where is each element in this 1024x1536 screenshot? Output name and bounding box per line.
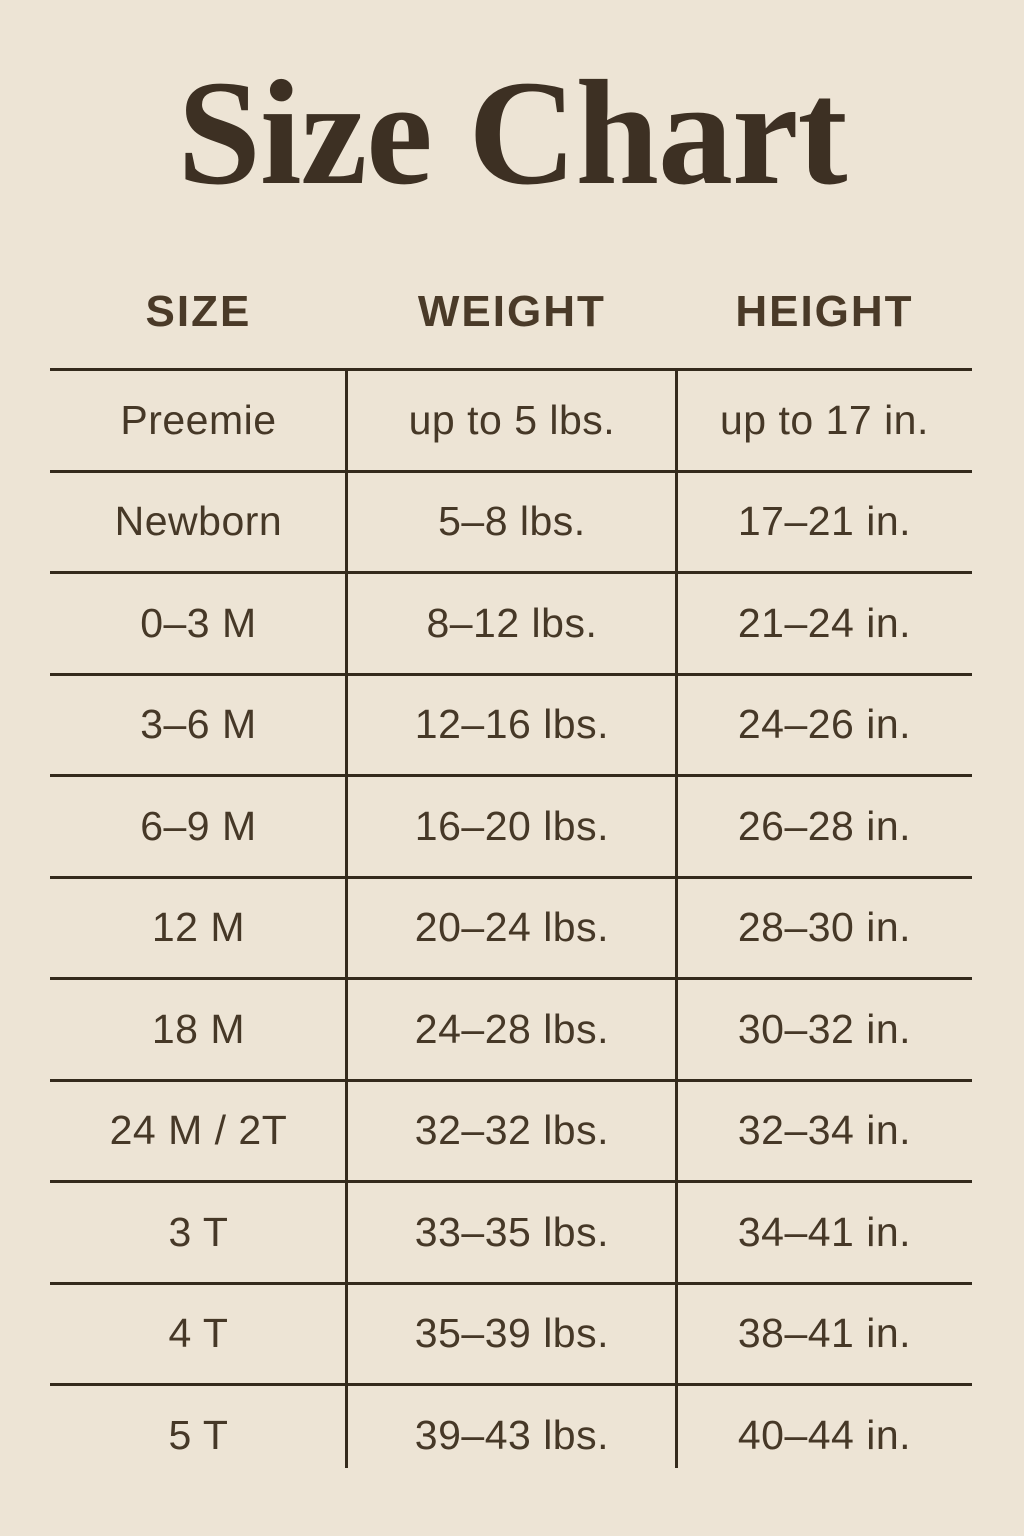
column-header-weight: WEIGHT <box>417 287 606 336</box>
cell-weight: 35–39 lbs. <box>414 1310 610 1357</box>
column-divider-1 <box>345 368 348 1468</box>
cell-height: 24–26 in. <box>737 701 912 748</box>
cell-height: 32–34 in. <box>737 1107 912 1154</box>
cell-height: 28–30 in. <box>737 904 912 951</box>
cell-weight: 16–20 lbs. <box>414 802 610 849</box>
table-row <box>50 1383 972 1485</box>
table-row <box>50 368 972 470</box>
table-row <box>50 876 972 978</box>
cell-size: 6–9 M <box>140 802 257 849</box>
page-title: Size Chart <box>177 50 847 216</box>
column-divider-2 <box>675 368 678 1468</box>
column-header-height: HEIGHT <box>735 287 914 336</box>
cell-size: 3–6 M <box>140 701 257 748</box>
cell-height: 17–21 in. <box>737 498 912 545</box>
cell-height: 34–41 in. <box>737 1208 912 1255</box>
cell-size: 5 T <box>168 1411 229 1458</box>
column-header-size: SIZE <box>145 287 252 336</box>
size-table-body <box>50 368 972 1485</box>
table-row <box>50 571 972 673</box>
cell-size: 18 M <box>151 1005 246 1052</box>
cell-weight: up to 5 lbs. <box>408 396 616 443</box>
table-row <box>50 977 972 1079</box>
cell-height: 38–41 in. <box>737 1310 912 1357</box>
cell-weight: 33–35 lbs. <box>414 1208 610 1255</box>
cell-size: Newborn <box>114 498 283 545</box>
cell-weight: 39–43 lbs. <box>414 1411 610 1458</box>
cell-weight: 24–28 lbs. <box>414 1005 610 1052</box>
cell-weight: 5–8 lbs. <box>438 498 586 545</box>
cell-height: 26–28 in. <box>737 802 912 849</box>
cell-weight: 12–16 lbs. <box>414 701 610 748</box>
cell-size: 4 T <box>168 1310 229 1357</box>
table-row <box>50 1180 972 1282</box>
table-row <box>50 774 972 876</box>
cell-height: 21–24 in. <box>737 599 912 646</box>
cell-size: 24 M / 2T <box>109 1107 288 1154</box>
cell-weight: 32–32 lbs. <box>414 1107 610 1154</box>
cell-size: Preemie <box>120 396 277 443</box>
table-header-row <box>50 270 972 354</box>
cell-size: 0–3 M <box>140 599 257 646</box>
table-row <box>50 1079 972 1181</box>
cell-height: 40–44 in. <box>737 1411 912 1458</box>
cell-size: 12 M <box>151 904 246 951</box>
cell-height: up to 17 in. <box>720 396 929 443</box>
cell-size: 3 T <box>168 1208 229 1255</box>
table-row <box>50 1282 972 1384</box>
table-row <box>50 470 972 572</box>
table-row <box>50 673 972 775</box>
cell-height: 30–32 in. <box>737 1005 912 1052</box>
cell-weight: 8–12 lbs. <box>426 599 598 646</box>
cell-weight: 20–24 lbs. <box>414 904 610 951</box>
